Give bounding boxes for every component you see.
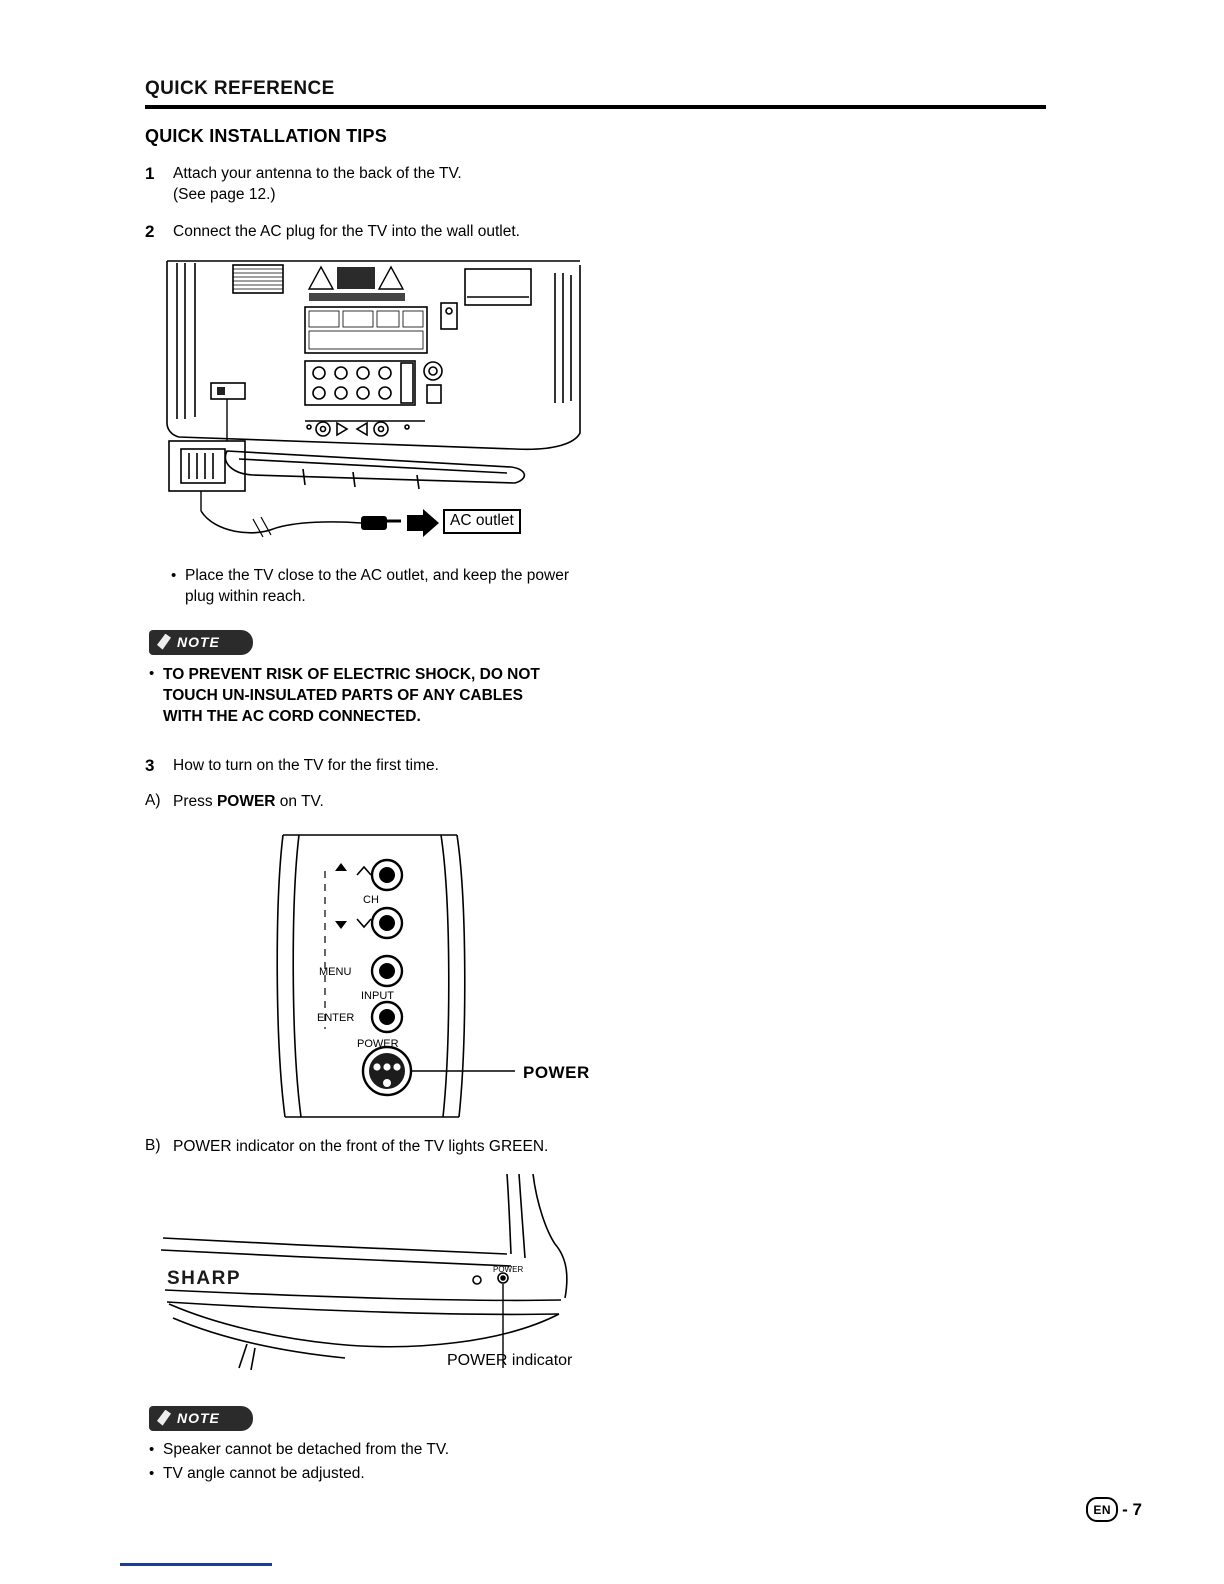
substep-a-pre: Press xyxy=(173,793,217,811)
step-3 xyxy=(145,756,1055,777)
power-small-label: POWER xyxy=(357,1038,399,1051)
step-1-line-1: Attach your antenna to the back of the TV. xyxy=(173,165,462,182)
substep-a-post: on TV. xyxy=(275,793,324,811)
note-2-bullet-2 xyxy=(145,1464,1055,1485)
input-label: INPUT xyxy=(361,990,394,1003)
bullet-place-tv-line-1: Place the TV close to the AC outlet, and keep the power xyxy=(185,566,570,584)
step-3-number: 3 xyxy=(145,755,155,775)
page-content xyxy=(145,78,1055,1484)
page-title: QUICK REFERENCE xyxy=(145,78,335,99)
brand-logo: SHARP xyxy=(167,1267,242,1289)
substep-a-bold: POWER xyxy=(216,793,276,811)
ac-outlet-label: AC outlet xyxy=(443,509,521,534)
bullet-icon: • xyxy=(149,1440,155,1458)
step-3-text: How to turn on the TV for the first time. xyxy=(173,756,439,774)
power-callout-label: POWER xyxy=(523,1063,590,1083)
header-divider xyxy=(145,105,1046,109)
bullet-icon: • xyxy=(171,566,177,584)
note-1-content xyxy=(145,664,1055,728)
substep-a-letter: A) xyxy=(145,792,161,810)
bullet-icon: • xyxy=(149,1464,155,1482)
tv-rear-illustration xyxy=(155,253,615,553)
step-1-number: 1 xyxy=(145,164,155,183)
bullet-place-tv-line-2: plug within reach. xyxy=(185,587,306,605)
note-badge-2 xyxy=(149,1406,253,1431)
substep-b xyxy=(145,1137,1055,1158)
step-1-text xyxy=(173,164,462,205)
menu-label: MENU xyxy=(319,966,352,979)
note-1-line-1: TO PREVENT RISK OF ELECTRIC SHOCK, DO NOT xyxy=(163,665,540,683)
section-title: QUICK INSTALLATION TIPS xyxy=(145,126,387,146)
note-1-line-2: TOUCH UN-INSULATED PARTS OF ANY CABLES xyxy=(163,687,523,705)
note-2-bullet-1 xyxy=(145,1440,1055,1461)
note-2-line-2: TV angle cannot be adjusted. xyxy=(163,1464,365,1482)
note-badge-1 xyxy=(149,630,253,655)
step-1-line-2: (See page 12.) xyxy=(173,185,276,203)
note-2-content xyxy=(145,1440,1055,1485)
power-indicator-callout: POWER indicator xyxy=(447,1351,573,1369)
bottom-color-mark xyxy=(120,1563,272,1566)
bullet-icon: • xyxy=(149,664,155,682)
note-1-bullet xyxy=(145,664,1055,728)
figure-side-panel xyxy=(265,831,705,1121)
figure-tv-front xyxy=(155,1172,625,1392)
step-2-number: 2 xyxy=(145,222,155,242)
note-1-line-3: WITH THE AC CORD CONNECTED. xyxy=(163,708,421,726)
page-number: - 7 xyxy=(1122,1499,1142,1519)
step-1 xyxy=(145,164,1055,205)
step-2-text: Connect the AC plug for the TV into the wall outlet. xyxy=(173,223,520,241)
page-footer xyxy=(1086,1497,1142,1522)
bullet-place-tv xyxy=(145,566,1055,608)
power-indicator-small-label: POWER xyxy=(493,1264,524,1274)
figure-tv-rear xyxy=(155,253,615,553)
language-badge: EN xyxy=(1086,1497,1118,1522)
note-badge-label: NOTE xyxy=(177,1409,220,1426)
note-badge-label: NOTE xyxy=(177,633,220,650)
note-2-line-1: Speaker cannot be detached from the TV. xyxy=(163,1440,450,1458)
substep-a xyxy=(145,792,1055,813)
substep-a-text xyxy=(173,792,324,813)
ch-label: CH xyxy=(363,894,379,907)
arrow-icon xyxy=(407,509,439,537)
side-panel-illustration xyxy=(265,831,705,1121)
substep-b-letter: B) xyxy=(145,1137,161,1155)
substep-b-text: POWER indicator on the front of the TV lights GREEN. xyxy=(173,1138,549,1156)
enter-label: ENTER xyxy=(317,1012,355,1025)
step-2 xyxy=(145,222,1055,243)
